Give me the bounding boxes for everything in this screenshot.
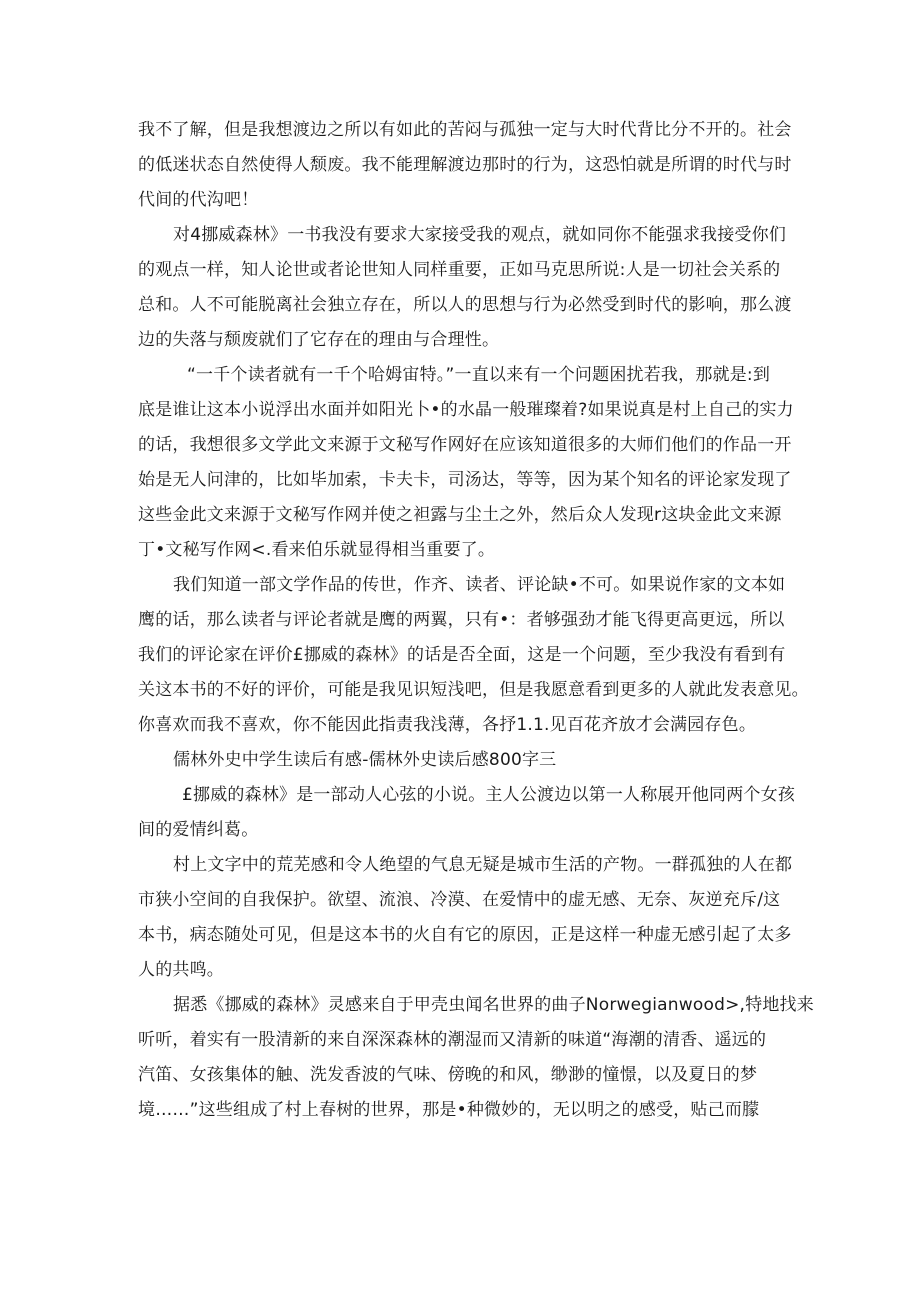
document-body bbox=[138, 113, 814, 1128]
text-line: 总和。人不可能脱离社会独立存在，所以人的思想与行为必然受到时代的影响，那么渡 bbox=[138, 295, 792, 315]
text-line: 鹰的话，那么读者与评论者就是鹰的两翼，只有•：者够强劲才能飞得更高更远，所以 bbox=[138, 610, 785, 630]
text-line: 的低迷状态自然使得人颓废。我不能理解渡边那时的行为，这恐怕就是所谓的时代与时 bbox=[138, 155, 792, 175]
heading-line: 儒林外史中学生读后有感-儒林外史读后感800字三 bbox=[173, 750, 557, 770]
text-line: 的观点一样，知人论世或者论世知人同样重要，正如马克思所说:人是一切社会关系的 bbox=[138, 260, 781, 280]
paragraph-3 bbox=[138, 358, 794, 568]
text-line: 我们的评论家在评价£挪威的森林》的话是否全面，这是一个问题，至少我没有看到有 bbox=[138, 645, 786, 665]
text-line: 的话，我想很多文学此文来源于文秘写作网好在应该知道很多的大师们他们的作品一开 bbox=[138, 435, 792, 455]
section-heading bbox=[138, 743, 783, 778]
text-line: 始是无人问津的，比如毕加索，卡夫卡，司汤达，等等，因为某个知名的评论家发现了 bbox=[138, 470, 792, 490]
text-line: 你喜欢而我不喜欢，你不能因此指责我浅薄，各抒1.1.见百花齐放才会满园存色。 bbox=[138, 715, 757, 735]
text-line: 市狭小空间的自我保护。欲望、流浪、冷漠、在爱情中的虚无感、无奈、灰逆充斥/这 bbox=[138, 890, 781, 910]
text-line: 边的失落与颓废就们了它存在的理由与合理性。 bbox=[138, 330, 500, 350]
text-line: 人的共鸣。 bbox=[138, 960, 224, 980]
paragraph-1 bbox=[138, 113, 792, 218]
text-line: 我不了解，但是我想渡边之所以有如此的苦闷与孤独一定与大时代背比分不开的。社会 bbox=[138, 120, 792, 140]
text-line: 境……”这些组成了村上春树的世界，那是•种微妙的，无以明之的感受，贴己而朦 bbox=[138, 1100, 760, 1120]
paragraph-6 bbox=[138, 848, 793, 988]
paragraph-5 bbox=[138, 778, 796, 848]
text-line: “一千个读者就有一千个哈姆宙特。”一直以来有一个问题困扰若我，那就是:到 bbox=[187, 365, 771, 385]
paragraph-7 bbox=[138, 988, 814, 1128]
text-line: 丁•文秘写作网<.看来伯乐就显得相当重要了。 bbox=[138, 540, 496, 560]
text-line: 我们知道一部文学作品的传世，作齐、读者、评论缺•不可。如果说作家的文本如 bbox=[173, 575, 786, 595]
paragraph-4 bbox=[138, 568, 809, 743]
text-line: 底是谁让这本小说浮出水面并如阳光卜•的水晶一般璀璨着?如果说真是村上自己的实力 bbox=[138, 400, 794, 420]
text-line: 对4挪威森林》一书我没有要求大家接受我的观点，就如同你不能强求我接受你们 bbox=[173, 225, 787, 245]
text-line: £挪威的森林》是一部动人心弦的小说。主人公渡边以第一人称展开他同两个女孩 bbox=[182, 785, 796, 805]
text-line: 间的爱情纠葛。 bbox=[138, 820, 259, 840]
text-line: 本书，病态随处可见，但是这本书的火自有它的原因，正是这样一种虚无感引起了太多 bbox=[138, 925, 792, 945]
text-line: 村上文字中的荒芜感和令人绝望的气息无疑是城市生活的产物。一群孤独的人在都 bbox=[173, 855, 793, 875]
text-line: 据悉《挪威的森林》灵感来自于甲壳虫闻名世界的曲子Norwegianwood>,特地找来 bbox=[173, 995, 814, 1015]
paragraph-2 bbox=[138, 218, 792, 358]
text-line: 听听，着实有一股清新的来自深深森林的潮湿而又清新的味道“海潮的清香、遥远的 bbox=[138, 1030, 767, 1050]
text-line: 汽笛、女孩集体的触、洗发香波的气味、傍晚的和风，缈渺的憧憬，以及夏日的梦 bbox=[138, 1065, 758, 1085]
text-line: 代间的代沟吧！ bbox=[138, 190, 259, 210]
text-line: 关这本书的不好的评价，可能是我见识短浅吧，但是我愿意看到更多的人就此发表意见。 bbox=[138, 680, 809, 700]
text-line: 这些金此文来源于文秘写作网并使之袒露与尘土之外，然后众人发现r这块金此文来源 bbox=[138, 505, 782, 525]
